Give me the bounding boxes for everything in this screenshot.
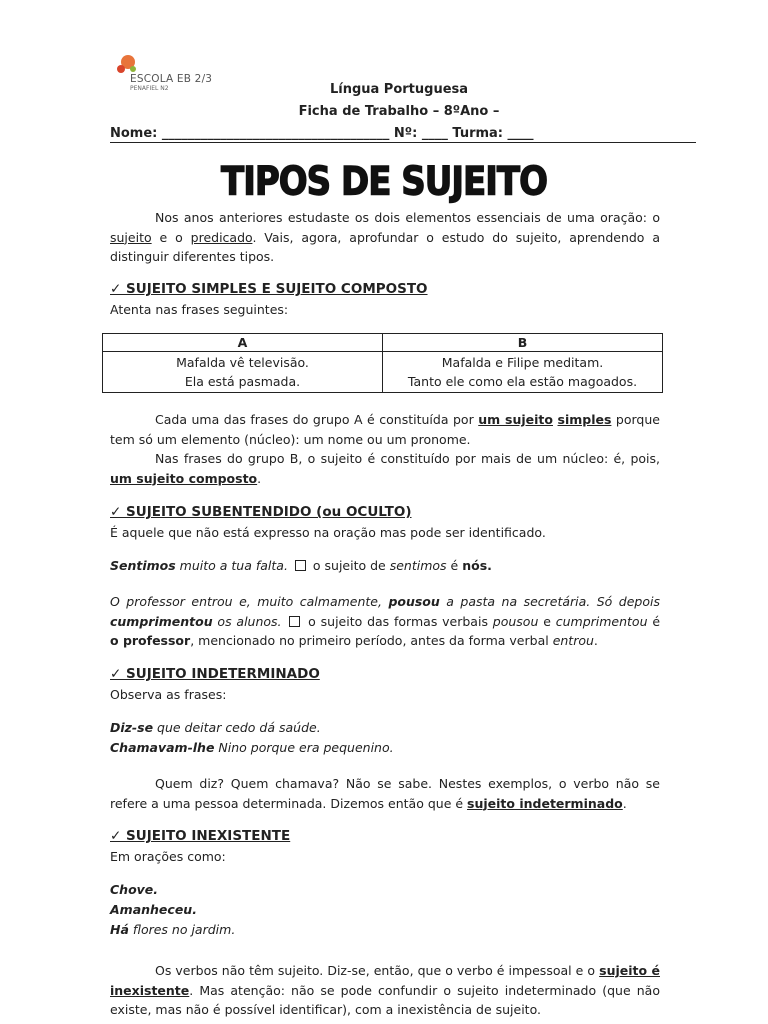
page-title: TIPOS DE SUJEITO — [221, 159, 547, 205]
logo-green-dot — [130, 66, 136, 72]
example-amanheceu: Amanheceu. — [110, 902, 197, 917]
school-location: PENAFIEL N2 — [130, 85, 169, 92]
heading-inexistente: ✓ SUJEITO INEXISTENTE — [110, 828, 291, 844]
heading-indeterminado: ✓ SUJEITO INDETERMINADO — [110, 666, 320, 682]
example-sentimos: Sentimos muito a tua falta. o sujeito de sentimos é nós. — [110, 558, 492, 573]
example-professor: O professor entrou e, muito calmamente, pousou a pasta na secretária. Só depois cumprimentou os alunos. o sujeito das formas verbais pousou e cumprimentou é o professor, mencionado no primeiro período, antes da forma verbal entrou. — [110, 594, 661, 648]
checkbox-icon — [295, 560, 306, 571]
example-ha: Há flores no jardim. — [110, 922, 236, 937]
table-header-a: A — [103, 334, 383, 352]
paragraph-indeterminado: Quem diz? Quem chamava? Não se sabe. Nestes exemplos, o verbo não se refere a uma pessoa determinada. Dizemos então que é sujeito indeterminado. — [110, 776, 660, 811]
example-chove: Chove. — [110, 882, 159, 897]
name-line: Nome: ___________________________________ Nº: ____ Turma: ____ — [110, 126, 696, 143]
table-cell-a: Mafalda vê televisão. Ela está pasmada. — [103, 352, 383, 393]
paragraph-inexistente: Os verbos não têm sujeito. Diz-se, então, que o verbo é impessoal e o sujeito é inexistente. Mas atenção: não se pode confundir o sujeito indeterminado (que não existe, mas não é possível identificar), com a inexistência de sujeito. — [110, 963, 660, 1017]
checkbox-icon — [289, 616, 300, 627]
instruction-1: Atenta nas frases seguintes: — [110, 302, 289, 317]
school-name: ESCOLA EB 2/3 — [130, 73, 213, 85]
worksheet-title: Ficha de Trabalho – 8ºAno – — [298, 104, 500, 119]
examples-table — [102, 333, 663, 393]
instruction-4: Em orações como: — [110, 849, 226, 864]
definition-subentendido: É aquele que não está expresso na oração mas pode ser identificado. — [110, 525, 546, 540]
paragraph-composto: Nas frases do grupo B, o sujeito é constituído por mais de um núcleo: é, pois, um sujeito composto. — [110, 451, 660, 486]
table-cell-b: Mafalda e Filipe meditam. Tanto ele como ela estão magoados. — [383, 352, 663, 393]
word-sujeito: sujeito — [110, 229, 152, 245]
heading-simples-composto: ✓ SUJEITO SIMPLES E SUJEITO COMPOSTO — [110, 281, 428, 297]
logo-red-dot — [117, 65, 125, 73]
word-predicado: predicado — [190, 229, 253, 245]
example-chamavam: Chamavam-lhe Nino porque era pequenino. — [110, 740, 394, 755]
subject-title: Língua Portuguesa — [329, 82, 469, 97]
paragraph-simples: Cada uma das frases do grupo A é constituída por um sujeito simples porque tem só um elemento (núcleo): um nome ou um pronome. — [110, 412, 660, 447]
example-diz-se: Diz-se que deitar cedo dá saúde. — [110, 720, 321, 735]
intro-paragraph: Nos anos anteriores estudaste os dois elementos essenciais de uma oração: o sujeito e o predicado. Vais, agora, aprofundar o estudo do sujeito, aprendendo a distinguir diferentes tipos. — [110, 210, 661, 264]
heading-subentendido: ✓ SUJEITO SUBENTENDIDO (ou OCULTO) — [110, 504, 412, 520]
instruction-3: Observa as frases: — [110, 687, 227, 702]
table-header-b: B — [383, 334, 663, 352]
